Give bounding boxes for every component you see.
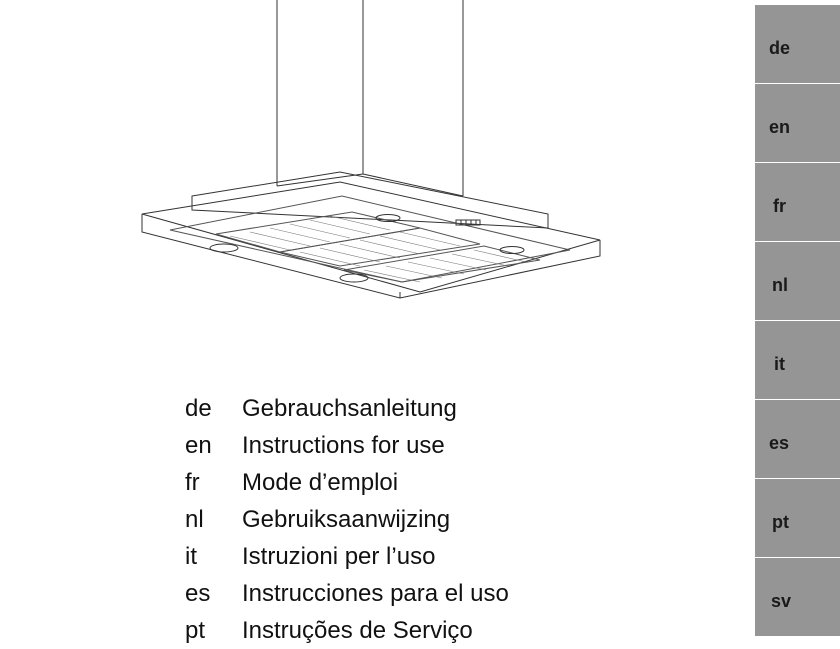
language-tabs [755, 5, 840, 637]
language-code: en [185, 431, 212, 459]
language-code: fr [185, 468, 200, 496]
language-title: Instrucciones para el uso [242, 579, 509, 607]
tab-de[interactable] [755, 5, 840, 84]
language-code: it [185, 542, 197, 570]
language-title: Instructions for use [242, 431, 445, 459]
tab-pt[interactable] [755, 479, 840, 558]
language-title: Gebruiksaanwijzing [242, 505, 451, 533]
language-title: Gebrauchsanleitung [242, 394, 457, 422]
list-item [185, 501, 509, 538]
language-title: Istruzioni per l’uso [242, 542, 436, 570]
tab-label: it [774, 354, 785, 374]
tab-label: es [769, 433, 790, 453]
language-code: nl [185, 505, 204, 533]
tab-label: nl [772, 275, 788, 295]
tab-sv[interactable] [755, 558, 840, 637]
language-title: Mode d’emploi [242, 468, 399, 496]
tab-en[interactable] [755, 84, 840, 163]
list-item [185, 538, 509, 575]
list-item [185, 390, 509, 427]
language-title: Instruções de Serviço [242, 616, 473, 644]
list-item [185, 427, 509, 464]
language-code: pt [185, 616, 206, 644]
language-list [185, 390, 509, 649]
tab-label: sv [771, 591, 792, 611]
tab-label: en [769, 117, 791, 137]
tab-label: de [769, 38, 791, 58]
tab-label: fr [773, 196, 786, 216]
tab-fr[interactable] [755, 163, 840, 242]
language-code: de [185, 394, 212, 422]
range-hood-icon [130, 0, 610, 310]
list-item [185, 464, 509, 501]
list-item [185, 612, 509, 649]
tab-es[interactable] [755, 400, 840, 479]
tab-label: pt [772, 512, 789, 532]
tab-nl[interactable] [755, 242, 840, 321]
language-code: es [185, 579, 211, 607]
tab-it[interactable] [755, 321, 840, 400]
list-item [185, 575, 509, 612]
